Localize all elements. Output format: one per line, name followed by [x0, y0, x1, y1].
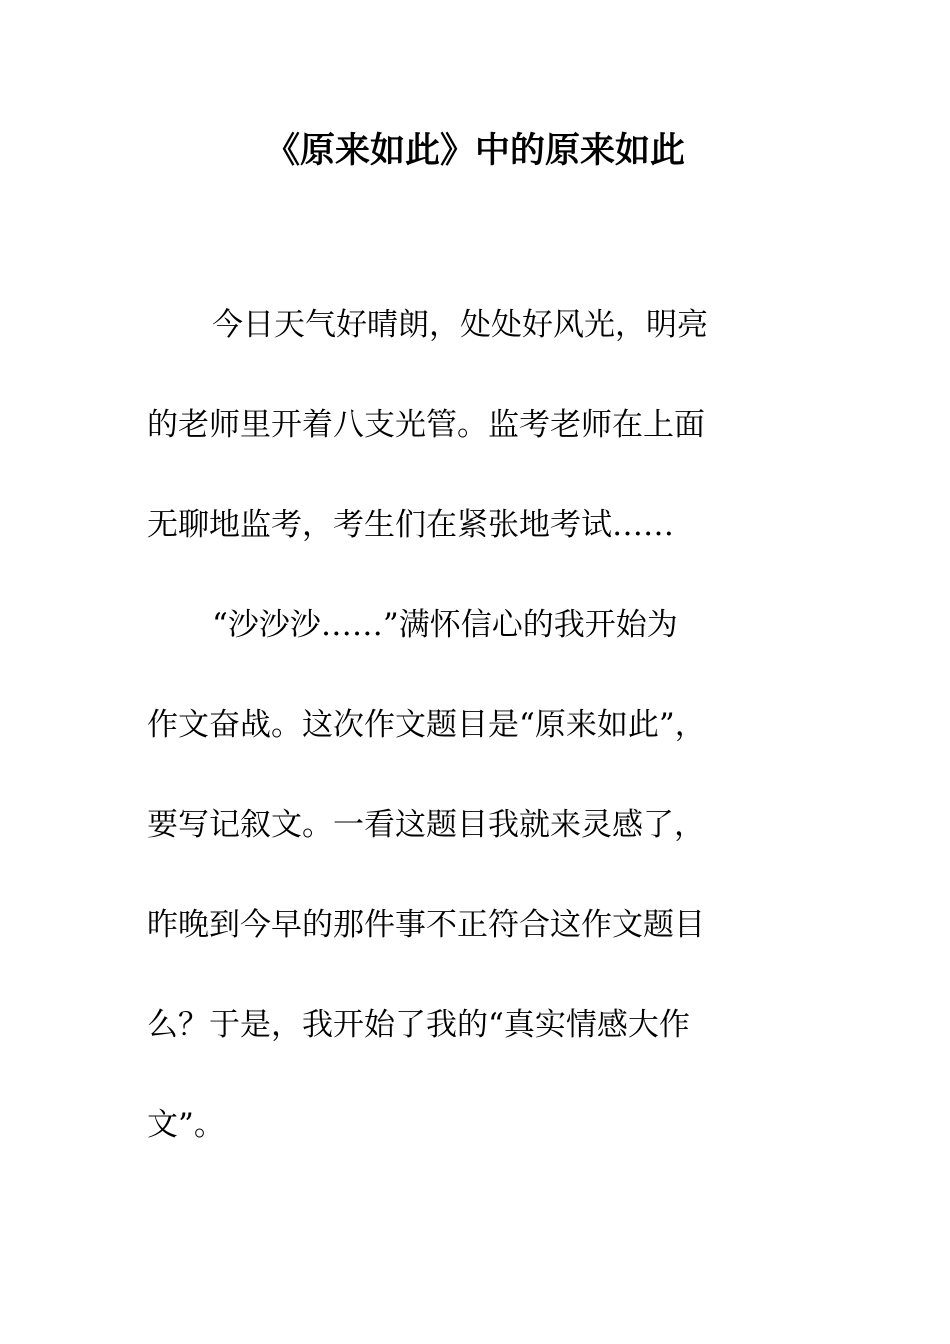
paragraph-line: 么？于是，我开始了我的“真实情感大作 [147, 1007, 690, 1043]
paragraph-line: 今日天气好晴朗，处处好风光，明亮 [212, 307, 708, 343]
paragraph-line: 无聊地监考，考生们在紧张地考试…… [147, 507, 674, 543]
paragraph-line: 作文奋战。这次作文题目是“原来如此”， [147, 707, 706, 743]
paragraph-line: “沙沙沙……”满怀信心的我开始为 [212, 607, 678, 643]
paragraph-line: 文”。 [147, 1107, 225, 1143]
document-title: 《原来如此》中的原来如此 [264, 130, 685, 171]
paragraph-line: 要写记叙文。一看这题目我就来灵感了， [147, 807, 705, 843]
paragraph-line: 的老师里开着八支光管。监考老师在上面 [147, 407, 705, 443]
paragraph-line: 昨晚到今早的那件事不正符合这作文题目 [147, 907, 705, 943]
